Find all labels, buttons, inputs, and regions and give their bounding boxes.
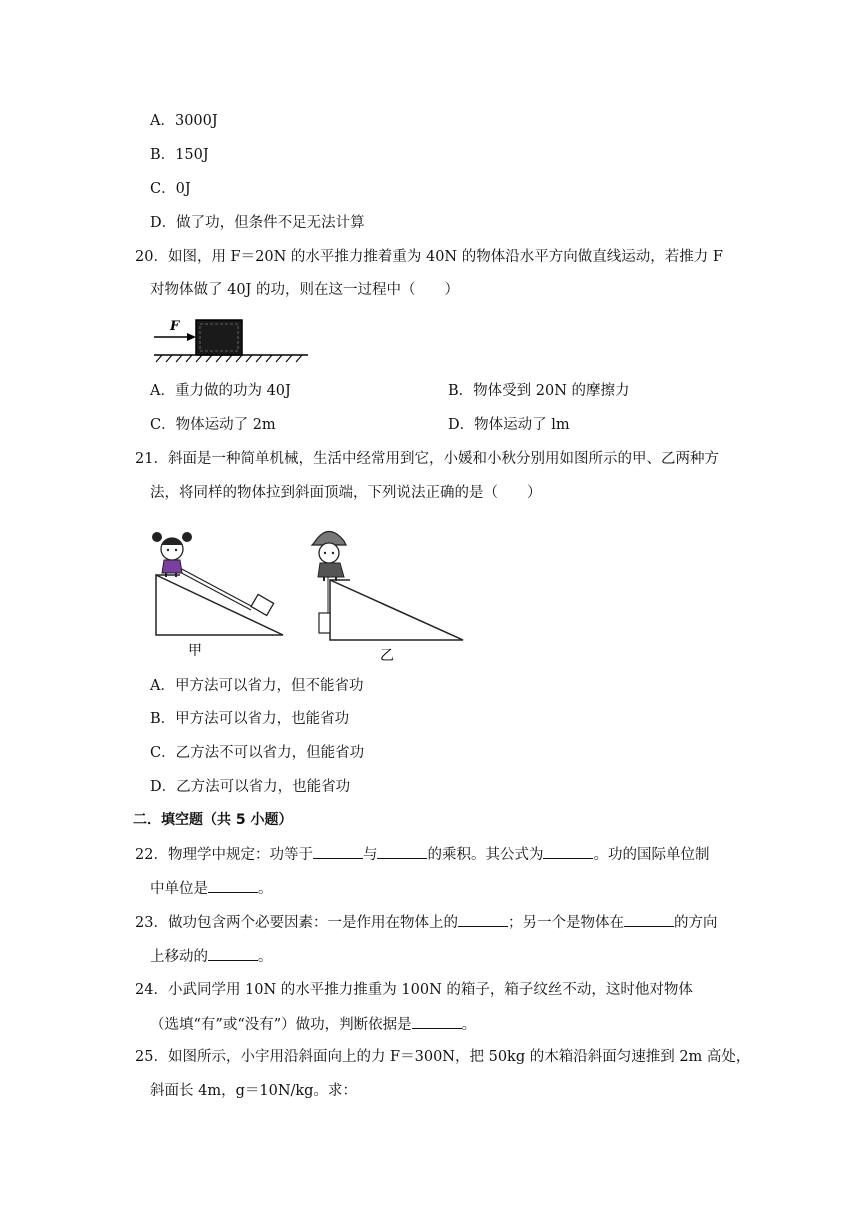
figure-jia-label: 甲 [188, 643, 202, 659]
q23-blank-3[interactable] [208, 946, 258, 961]
q21-option-d: D．乙方法可以省力，也能省功 [150, 779, 351, 795]
q24-text-2: 。 [461, 1017, 477, 1033]
q24-line2 [150, 1014, 476, 1035]
q19-option-c: C．0J [150, 181, 191, 197]
q23-line2 [150, 946, 273, 967]
q22-text-6: 。 [258, 881, 273, 897]
q20-stem-line1: 20．如图，用 F＝20N 的水平推力推着重为 40N 的物体沿水平方向做直线运动，若推力 F [135, 249, 723, 265]
section-2-title: 二．填空题（共 5 小题） [133, 812, 293, 828]
q20-option-d: D．物体运动了 lm [448, 417, 570, 433]
q22-text-2: 与 [362, 847, 378, 863]
q25-line2: 斜面长 4m，g＝10N/kg。求： [150, 1083, 357, 1099]
q20-force-label: F [170, 319, 180, 334]
q19-option-a: A．3000J [150, 113, 218, 129]
figure-yi-boy-incline [312, 531, 463, 640]
q21-option-c: C．乙方法不可以省力，但能省功 [150, 745, 365, 761]
q22-text-3: 的乘积。其公式为 [427, 847, 544, 863]
q23-text-3: 的方向 [673, 915, 718, 931]
q20-figure-block-on-floor [150, 310, 315, 365]
q22-line1 [135, 844, 709, 865]
q23-text-1: 23．做功包含两个必要因素：一是作用在物体上的 [135, 915, 458, 931]
q22-blank-4[interactable] [208, 878, 258, 893]
q22-text-4: 。功的国际单位制 [593, 847, 710, 863]
figure-yi-label: 乙 [380, 648, 394, 664]
figure-jia-girl-incline [152, 532, 283, 635]
q22-blank-2[interactable] [377, 844, 427, 859]
q20-option-a: A．重力做的功为 40J [150, 383, 291, 399]
q23-text-2: ；另一个是物体在 [507, 915, 624, 931]
q22-blank-3[interactable] [543, 844, 593, 859]
q23-text-4: 上移动的 [150, 949, 208, 965]
q21-stem-line1: 21．斜面是一种简单机械，生活中经常用到它，小媛和小秋分别用如图所示的甲、乙两种方 [135, 451, 719, 467]
q20-option-c: C．物体运动了 2m [150, 417, 276, 433]
q19-option-d: D．做了功，但条件不足无法计算 [150, 215, 365, 231]
q24-blank-1[interactable] [412, 1014, 462, 1029]
q21-option-b: B．甲方法可以省力，也能省功 [150, 711, 350, 727]
q21-figure-inclined-planes [148, 515, 473, 665]
q23-blank-1[interactable] [458, 912, 508, 927]
q22-blank-1[interactable] [313, 844, 363, 859]
q22-line2 [150, 878, 273, 899]
q23-line1 [135, 912, 717, 933]
q24-text-1: （选填“有”或“没有”）做功，判断依据是 [150, 1017, 412, 1033]
q24-line1: 24．小武同学用 10N 的水平推力推重为 100N 的箱子，箱子纹丝不动，这时他对物体 [135, 982, 693, 998]
q23-blank-2[interactable] [624, 912, 674, 927]
q21-option-a: A．甲方法可以省力，但不能省功 [150, 678, 364, 694]
q23-text-5: 。 [258, 949, 273, 965]
q25-line1: 25．如图所示，小宇用沿斜面向上的力 F＝300N，把 50kg 的木箱沿斜面匀速推到 2m 高处， [135, 1049, 751, 1065]
q22-text-5: 中单位是 [150, 881, 208, 897]
q20-option-b: B．物体受到 20N 的摩擦力 [448, 383, 630, 399]
q21-stem-line2: 法，将同样的物体拉到斜面顶端，下列说法正确的是（ ） [150, 485, 542, 501]
q20-stem-line2: 对物体做了 40J 的功，则在这一过程中（ ） [150, 282, 459, 298]
q19-option-b: B．150J [150, 147, 209, 163]
q22-text-1: 22．物理学中规定：功等于 [135, 847, 313, 863]
